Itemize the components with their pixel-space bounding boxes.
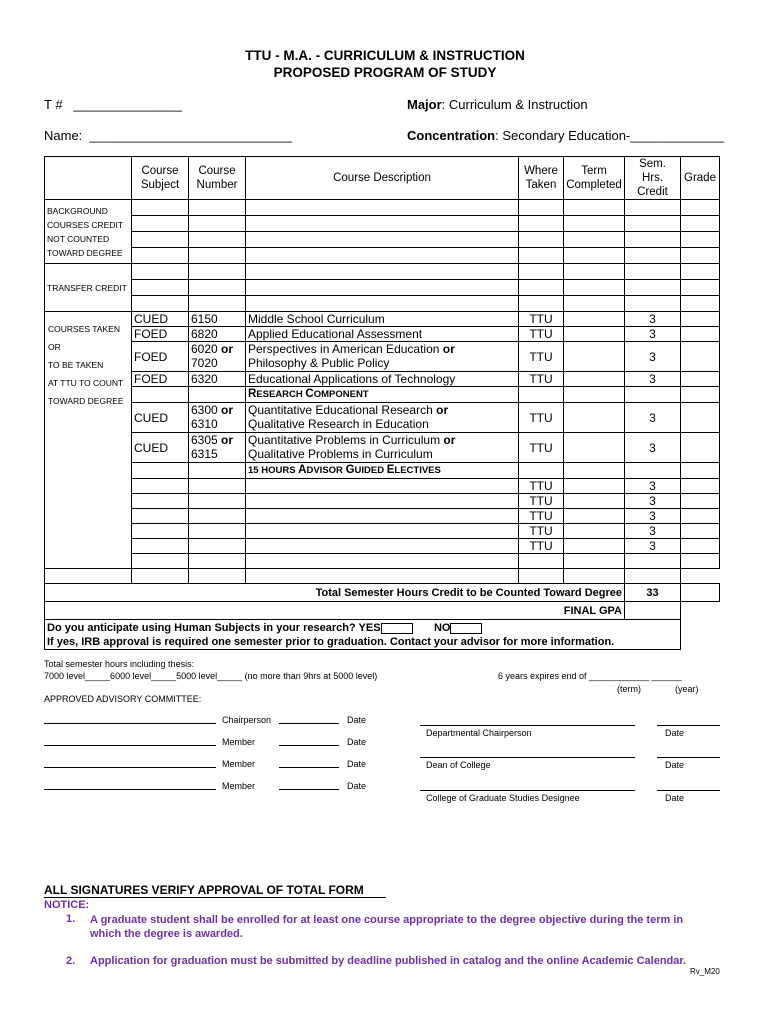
course-subject: FOED — [132, 327, 189, 342]
col-where: Where Taken — [519, 157, 564, 200]
col-grade: Grade — [681, 157, 720, 200]
t-number-label: T # — [44, 97, 63, 112]
col-term: Term Completed — [564, 157, 625, 200]
final-gpa-label: FINAL GPA — [45, 602, 625, 620]
yes-checkbox[interactable] — [381, 623, 413, 634]
notice-1-number: 1. — [66, 913, 76, 925]
notice-1-text: A graduate student shall be enrolled for at least one course appropriate to the degree objective during the term in which the degree is awarded. — [90, 914, 684, 940]
notice-2-number: 2. — [66, 955, 76, 967]
member1-label: Member — [222, 737, 256, 747]
course-credit: 3 — [625, 327, 681, 342]
thesis-hours-levels[interactable]: 7000 level_____6000 level_____5000 level_____ (no more than 9hrs at 5000 level) — [44, 671, 378, 681]
gpa-row — [45, 602, 720, 620]
dept-chair-date-line[interactable] — [657, 725, 720, 726]
member1-date-label: Date — [347, 737, 367, 747]
course-where: TTU — [519, 372, 564, 387]
table-header-row — [45, 157, 720, 200]
grad-designee-signature-line[interactable] — [420, 790, 635, 791]
verify-underline — [44, 897, 386, 898]
course-subject: CUED — [132, 403, 189, 433]
research-component-row — [45, 387, 720, 403]
course-credit: 3 — [625, 342, 681, 372]
research-component-label: RESEARCH COMPONENT — [246, 387, 519, 403]
transfer-label: TRANSFER CREDIT — [45, 264, 132, 312]
course-where: TTU — [519, 342, 564, 372]
total-row — [45, 584, 720, 602]
course-number: 6820 — [189, 327, 246, 342]
member3-date-line[interactable] — [279, 789, 339, 790]
term-label: (term) — [617, 684, 641, 694]
dept-chair-date-label: Date — [665, 728, 685, 738]
t-number-value: _______________ — [73, 97, 182, 112]
member2-signature-line[interactable] — [44, 767, 216, 768]
course-number: 6300 or 6310 — [189, 403, 246, 433]
course-desc: Quantitative Educational Research or Qualitative Research in Education — [246, 403, 519, 433]
course-number: 6020 or 7020 — [189, 342, 246, 372]
table-row — [45, 312, 720, 327]
form-subtitle: PROPOSED PROGRAM OF STUDY — [273, 65, 497, 80]
major-label: Major — [407, 97, 442, 112]
human-subjects-row — [45, 620, 720, 650]
course-where: TTU — [519, 327, 564, 342]
concentration-label: Concentration — [407, 128, 496, 143]
elective-row: TTU 3 — [45, 494, 720, 509]
major-value: : Curriculum & Instruction — [441, 97, 588, 112]
expiration-field[interactable]: 6 years expires end of ____________ ______ — [498, 671, 682, 681]
col-desc: Course Description — [246, 157, 519, 200]
chair-label: Chairperson — [222, 715, 272, 725]
grad-designee-date-line[interactable] — [657, 790, 720, 791]
name-field[interactable] — [44, 128, 292, 143]
member2-date-label: Date — [347, 759, 367, 769]
committee-title: APPROVED ADVISORY COMMITTEE: — [44, 694, 202, 704]
dean-date-label: Date — [665, 760, 685, 770]
course-where: TTU — [519, 312, 564, 327]
course-credit: 3 — [625, 312, 681, 327]
course-desc: Middle School Curriculum — [246, 312, 519, 327]
elective-row: TTU 3 — [45, 524, 720, 539]
member3-label: Member — [222, 781, 256, 791]
year-label: (year) — [675, 684, 699, 694]
course-subject: CUED — [132, 312, 189, 327]
member2-date-line[interactable] — [279, 767, 339, 768]
course-subject: CUED — [132, 433, 189, 463]
chair-signature-line[interactable] — [44, 723, 216, 724]
table-row — [45, 342, 720, 372]
grad-designee-label: College of Graduate Studies Designee — [426, 793, 580, 803]
dept-chair-label: Departmental Chairperson — [426, 728, 532, 738]
chair-date-line[interactable] — [279, 723, 339, 724]
major-field — [407, 97, 588, 112]
col-subject: Course Subject — [132, 157, 189, 200]
no-label: NO — [433, 622, 451, 634]
name-label: Name: — [44, 128, 83, 143]
no-checkbox[interactable] — [450, 623, 482, 634]
course-where: TTU — [519, 403, 564, 433]
course-subject: FOED — [132, 342, 189, 372]
course-desc: Educational Applications of Technology — [246, 372, 519, 387]
table-row — [45, 327, 720, 342]
course-desc: Applied Educational Assessment — [246, 327, 519, 342]
name-value: ____________________________ — [89, 128, 292, 143]
dean-label: Dean of College — [426, 760, 491, 770]
courses-taken-label: COURSES TAKEN OR TO BE TAKEN AT TTU TO COUNT TOWARD DEGREE — [45, 312, 132, 569]
dean-date-line[interactable] — [657, 757, 720, 758]
table-row — [45, 403, 720, 433]
course-desc: Perspectives in American Education or Philosophy & Public Policy — [246, 342, 519, 372]
course-number: 6320 — [189, 372, 246, 387]
final-gpa-value[interactable] — [625, 602, 681, 620]
irb-note: If yes, IRB approval is required one semester prior to graduation. Contact your advisor for more information. — [47, 636, 615, 648]
course-credit: 3 — [625, 433, 681, 463]
program-table — [44, 156, 720, 650]
elective-row: TTU 3 — [45, 509, 720, 524]
electives-label: 15 HOURS ADVISOR GUIDED ELECTIVES — [246, 463, 519, 479]
member2-label: Member — [222, 759, 256, 769]
concentration-field[interactable] — [407, 128, 724, 143]
course-credit: 3 — [625, 403, 681, 433]
electives-row — [45, 463, 720, 479]
total-value: 33 — [625, 584, 681, 602]
member1-date-line[interactable] — [279, 745, 339, 746]
dean-signature-line[interactable] — [420, 757, 635, 758]
course-desc: Quantitative Problems in Curriculum or Qualitative Problems in Curriculum — [246, 433, 519, 463]
total-label: Total Semester Hours Credit to be Counted Toward Degree — [45, 584, 625, 602]
dept-chair-signature-line[interactable] — [420, 725, 635, 726]
course-number: 6150 — [189, 312, 246, 327]
course-credit: 3 — [625, 372, 681, 387]
form-title: TTU - M.A. - CURRICULUM & INSTRUCTION — [245, 48, 525, 63]
grad-designee-date-label: Date — [665, 793, 685, 803]
t-number-field[interactable] — [44, 97, 182, 112]
col-number: Course Number — [189, 157, 246, 200]
concentration-value: : Secondary Education-_____________ — [495, 128, 725, 143]
human-subjects-question: Do you anticipate using Human Subjects in your research? YES — [47, 622, 381, 634]
chair-date-label: Date — [347, 715, 367, 725]
verify-statement: ALL SIGNATURES VERIFY APPROVAL OF TOTAL FORM — [44, 883, 364, 897]
col-credit: Sem. Hrs. Credit — [625, 157, 681, 200]
background-label: BACKGROUND COURSES CREDIT NOT COUNTED TOWARD DEGREE — [45, 200, 132, 264]
member3-date-label: Date — [347, 781, 367, 791]
table-row — [45, 372, 720, 387]
course-where: TTU — [519, 433, 564, 463]
header-blank — [45, 157, 132, 200]
notice-label: NOTICE: — [44, 899, 90, 911]
member3-signature-line[interactable] — [44, 789, 216, 790]
thesis-hours-title: Total semester hours including thesis: — [44, 659, 195, 669]
notice-2-text: Application for graduation must be submitted by deadline published in catalog and the online Academic Calendar. — [90, 955, 687, 967]
member1-signature-line[interactable] — [44, 745, 216, 746]
elective-row: TTU 3 — [45, 539, 720, 554]
human-subjects-cell — [45, 620, 681, 650]
course-subject: FOED — [132, 372, 189, 387]
elective-row: TTU 3 — [45, 479, 720, 494]
course-number: 6305 or 6315 — [189, 433, 246, 463]
revision-code: Rv_M20 — [690, 967, 720, 976]
table-row — [45, 433, 720, 463]
